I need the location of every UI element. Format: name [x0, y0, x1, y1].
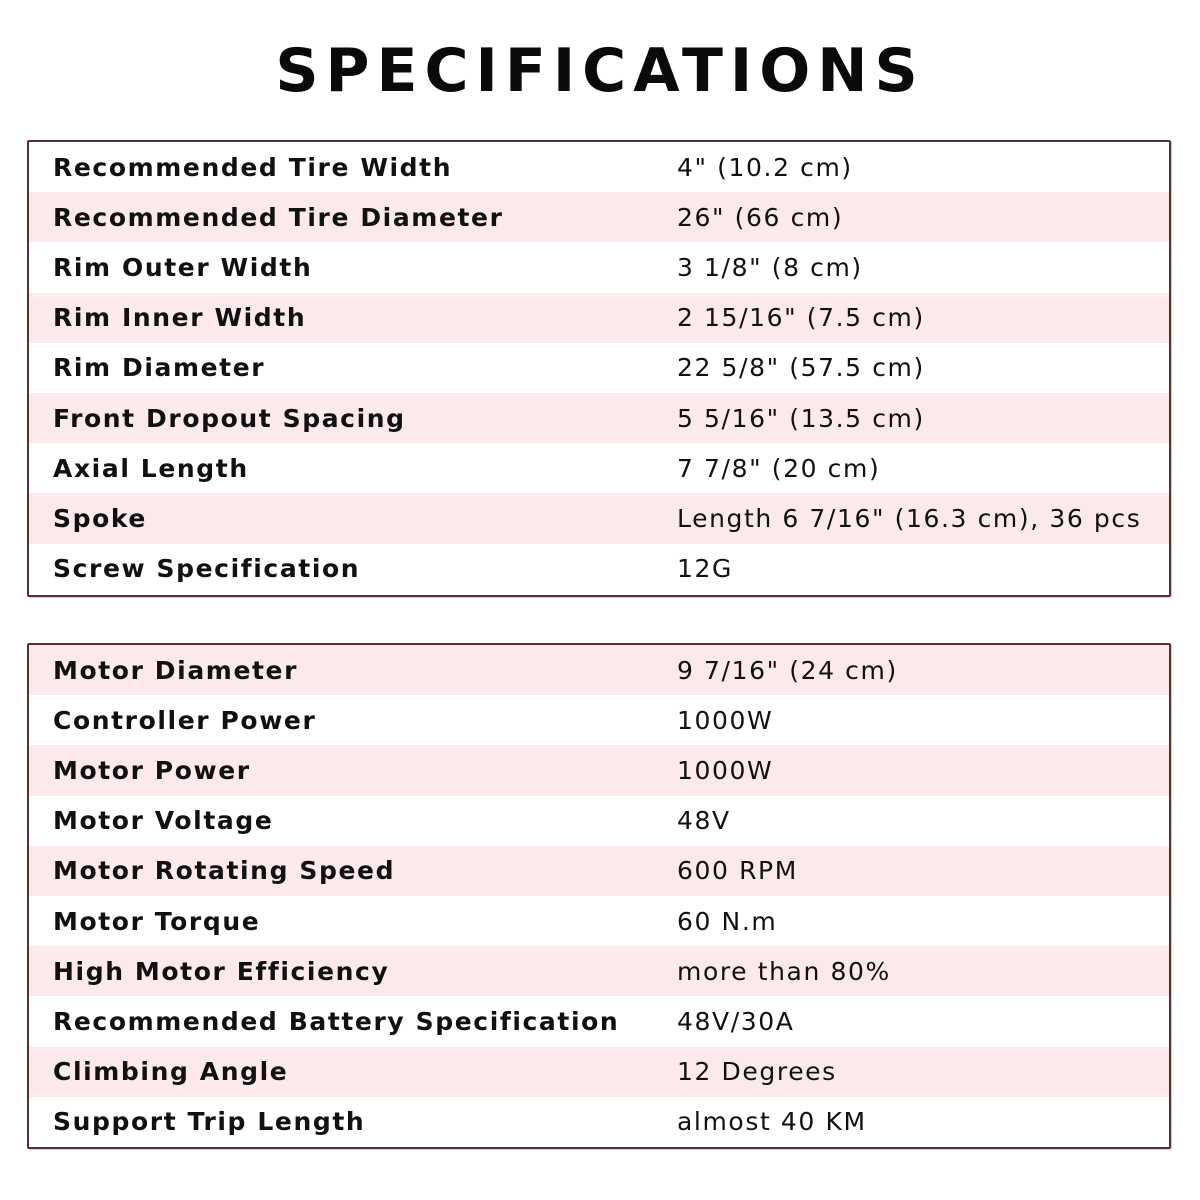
spec-value: 5 5/16" (13.5 cm): [677, 403, 925, 433]
table-row: [29, 645, 1169, 695]
spec-value: 4" (10.2 cm): [677, 152, 853, 182]
table-row: [29, 946, 1169, 996]
spec-label: Motor Voltage: [53, 806, 274, 836]
motor-spec-table: [27, 643, 1171, 1149]
spec-label: Recommended Tire Width: [53, 152, 453, 182]
spec-label: Motor Diameter: [53, 655, 299, 685]
spec-value: 3 1/8" (8 cm): [677, 252, 863, 282]
table-row: [29, 242, 1169, 292]
spec-value: 48V: [677, 806, 731, 836]
spec-value: almost 40 KM: [677, 1107, 867, 1137]
spec-label: Recommended Tire Diameter: [53, 202, 504, 232]
table-row: [29, 192, 1169, 242]
spec-value: 22 5/8" (57.5 cm): [677, 353, 925, 383]
table-row: [29, 393, 1169, 443]
spec-label: Spoke: [53, 503, 147, 533]
wheel-spec-table: [27, 140, 1171, 597]
spec-label: Axial Length: [53, 453, 249, 483]
table-row: [29, 896, 1169, 946]
spec-value: 1000W: [677, 755, 774, 785]
table-row: [29, 293, 1169, 343]
spec-label: Motor Rotating Speed: [53, 856, 396, 886]
spec-label: Rim Outer Width: [53, 252, 313, 282]
table-row: [29, 493, 1169, 543]
table-row: [29, 443, 1169, 493]
spec-value: Length 6 7/16" (16.3 cm), 36 pcs: [677, 503, 1142, 533]
spec-label: High Motor Efficiency: [53, 956, 390, 986]
table-row: [29, 142, 1169, 192]
table-row: [29, 745, 1169, 795]
table-row: [29, 544, 1169, 594]
spec-value: 7 7/8" (20 cm): [677, 453, 881, 483]
spec-value: 12 Degrees: [677, 1057, 837, 1087]
spec-label: Motor Power: [53, 755, 251, 785]
spec-value: 600 RPM: [677, 856, 798, 886]
spec-value: 12G: [677, 554, 733, 584]
spec-value: 60 N.m: [677, 906, 778, 936]
spec-label: Recommended Battery Specification: [53, 1006, 620, 1036]
table-row: [29, 1047, 1169, 1097]
spec-value: 2 15/16" (7.5 cm): [677, 303, 925, 333]
spec-value: 1000W: [677, 705, 774, 735]
table-row: [29, 1097, 1169, 1147]
spec-label: Support Trip Length: [53, 1107, 366, 1137]
spec-label: Rim Diameter: [53, 353, 266, 383]
spec-label: Front Dropout Spacing: [53, 403, 406, 433]
spec-label: Controller Power: [53, 705, 317, 735]
table-row: [29, 846, 1169, 896]
page-title: SPECIFICATIONS: [275, 36, 925, 106]
spec-value: more than 80%: [677, 956, 891, 986]
spec-label: Climbing Angle: [53, 1057, 289, 1087]
spec-value: 48V/30A: [677, 1006, 795, 1036]
table-row: [29, 695, 1169, 745]
spec-label: Screw Specification: [53, 554, 361, 584]
table-row: [29, 796, 1169, 846]
table-row: [29, 343, 1169, 393]
table-row: [29, 996, 1169, 1046]
spec-label: Motor Torque: [53, 906, 261, 936]
spec-value: 26" (66 cm): [677, 202, 844, 232]
spec-label: Rim Inner Width: [53, 303, 307, 333]
spec-value: 9 7/16" (24 cm): [677, 655, 898, 685]
